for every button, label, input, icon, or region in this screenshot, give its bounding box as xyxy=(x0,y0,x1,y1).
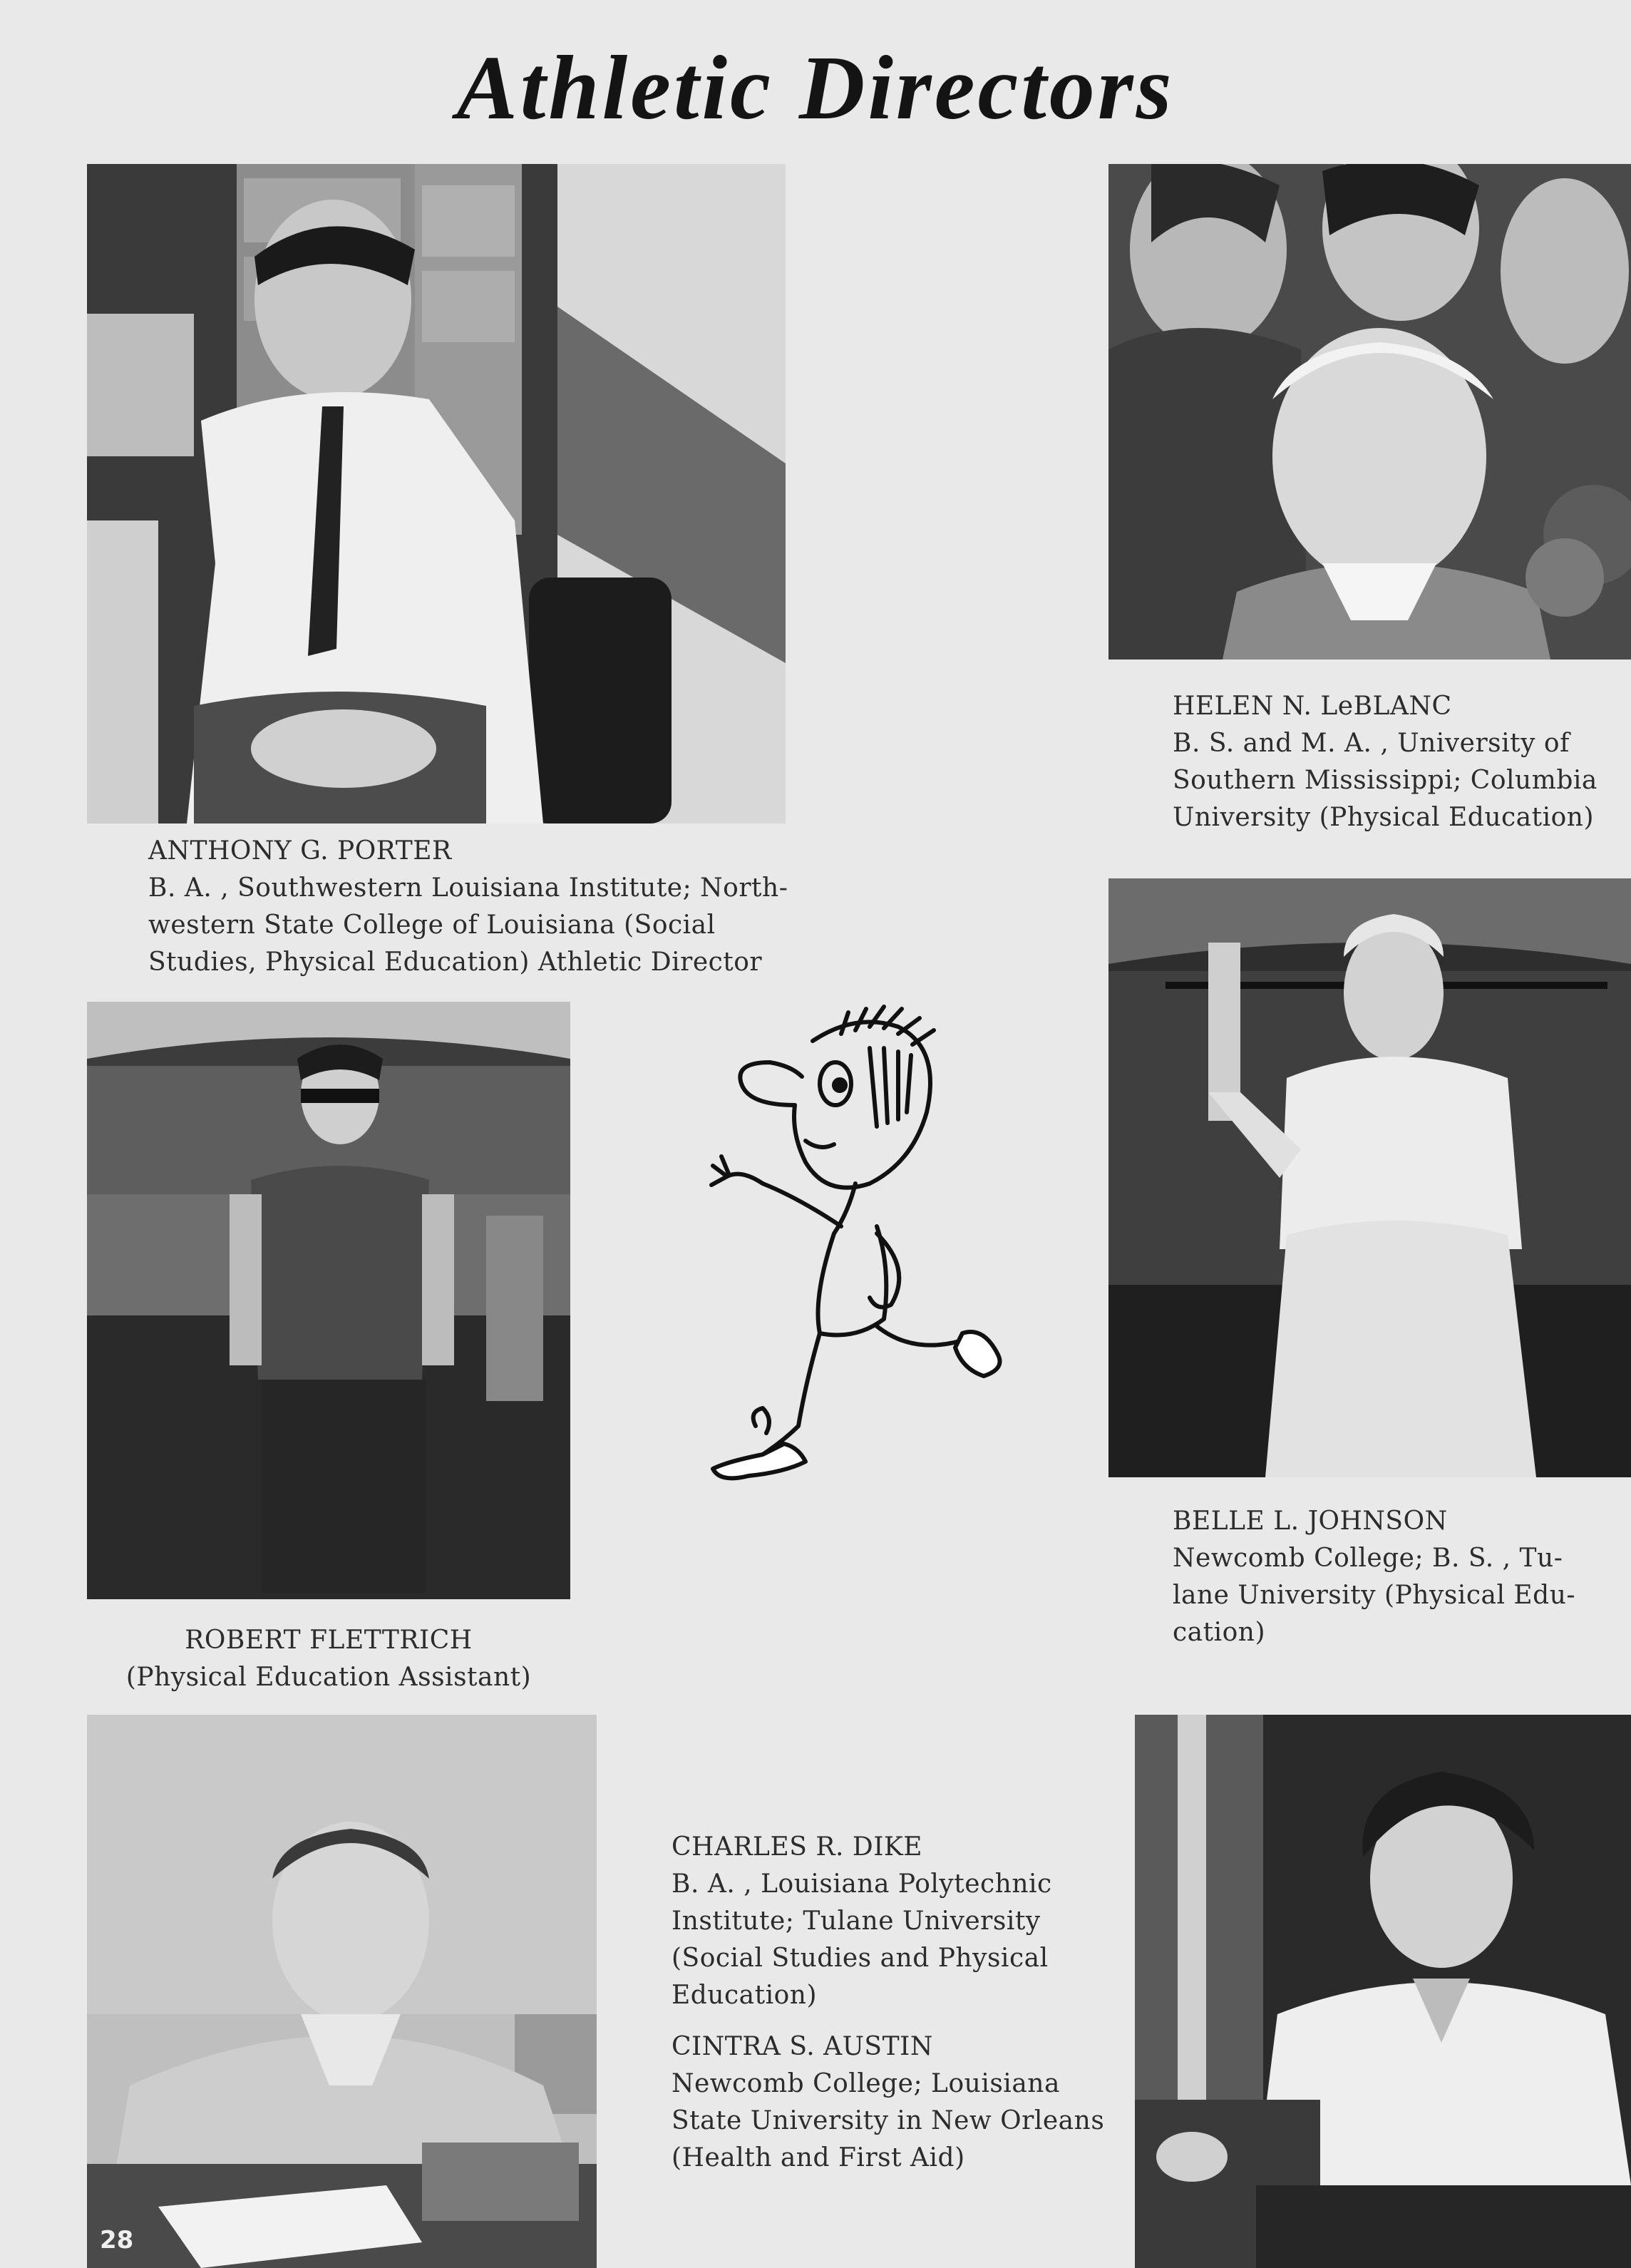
caption-belle-johnson xyxy=(1173,1503,1575,1651)
profile-detail-line: B. A. , Louisiana Polytechnic xyxy=(672,1869,1052,1899)
profile-detail-line: western State College of Louisiana (Social xyxy=(148,910,716,940)
photo-charles-dike xyxy=(87,1715,597,2268)
photo-robert-flettrich xyxy=(87,1002,570,1599)
profile-detail-line: Studies, Physical Education) Athletic Director xyxy=(148,948,763,977)
profile-detail-line: University (Physical Education) xyxy=(1173,803,1595,832)
caption-robert-flettrich xyxy=(87,1622,570,1696)
photo-helen-leblanc xyxy=(1108,164,1631,660)
profile-name: BELLE L. JOHNSON xyxy=(1173,1507,1448,1536)
profile-detail-line: State University in New Orleans xyxy=(672,2106,1105,2135)
profile-detail-line: Southern Mississippi; Columbia xyxy=(1173,766,1597,795)
profile-detail-line: (Health and First Aid) xyxy=(672,2143,965,2172)
caption-charles-dike xyxy=(672,1829,1052,2014)
caption-anthony-porter xyxy=(148,833,788,981)
profile-detail-line: Newcomb College; B. S. , Tu- xyxy=(1173,1544,1563,1573)
profile-detail-line: B. A. , Southwestern Louisiana Institute; North- xyxy=(148,873,788,903)
photo-belle-johnson xyxy=(1108,878,1631,1477)
running-cartoon-illustration xyxy=(642,998,1012,1512)
profile-detail-line: Education) xyxy=(672,1981,818,2010)
caption-cintra-austin xyxy=(672,2028,1104,2177)
profile-name: HELEN N. LeBLANC xyxy=(1173,692,1452,721)
profile-name: CHARLES R. DIKE xyxy=(672,1832,923,1862)
profile-detail-line: B. S. and M. A. , University of xyxy=(1173,729,1570,758)
profile-detail-line: lane University (Physical Edu- xyxy=(1173,1581,1576,1610)
profile-detail-line: (Social Studies and Physical xyxy=(672,1944,1049,1973)
profile-name: CINTRA S. AUSTIN xyxy=(672,2032,933,2061)
profile-name: ROBERT FLETTRICH xyxy=(185,1626,473,1655)
profile-detail-line: cation) xyxy=(1173,1618,1266,1647)
page-title: Athletic Directors xyxy=(456,37,1175,138)
profile-detail-line: (Physical Education Assistant) xyxy=(125,1663,532,1692)
photo-anthony-porter xyxy=(87,164,786,823)
caption-helen-leblanc xyxy=(1173,688,1597,836)
photo-cintra-austin xyxy=(1135,1715,1631,2268)
profile-detail-line: Institute; Tulane University xyxy=(672,1907,1041,1936)
page-number: 28 xyxy=(100,2226,134,2254)
profile-name: ANTHONY G. PORTER xyxy=(148,836,452,866)
profile-detail-line: Newcomb College; Louisiana xyxy=(672,2069,1060,2098)
